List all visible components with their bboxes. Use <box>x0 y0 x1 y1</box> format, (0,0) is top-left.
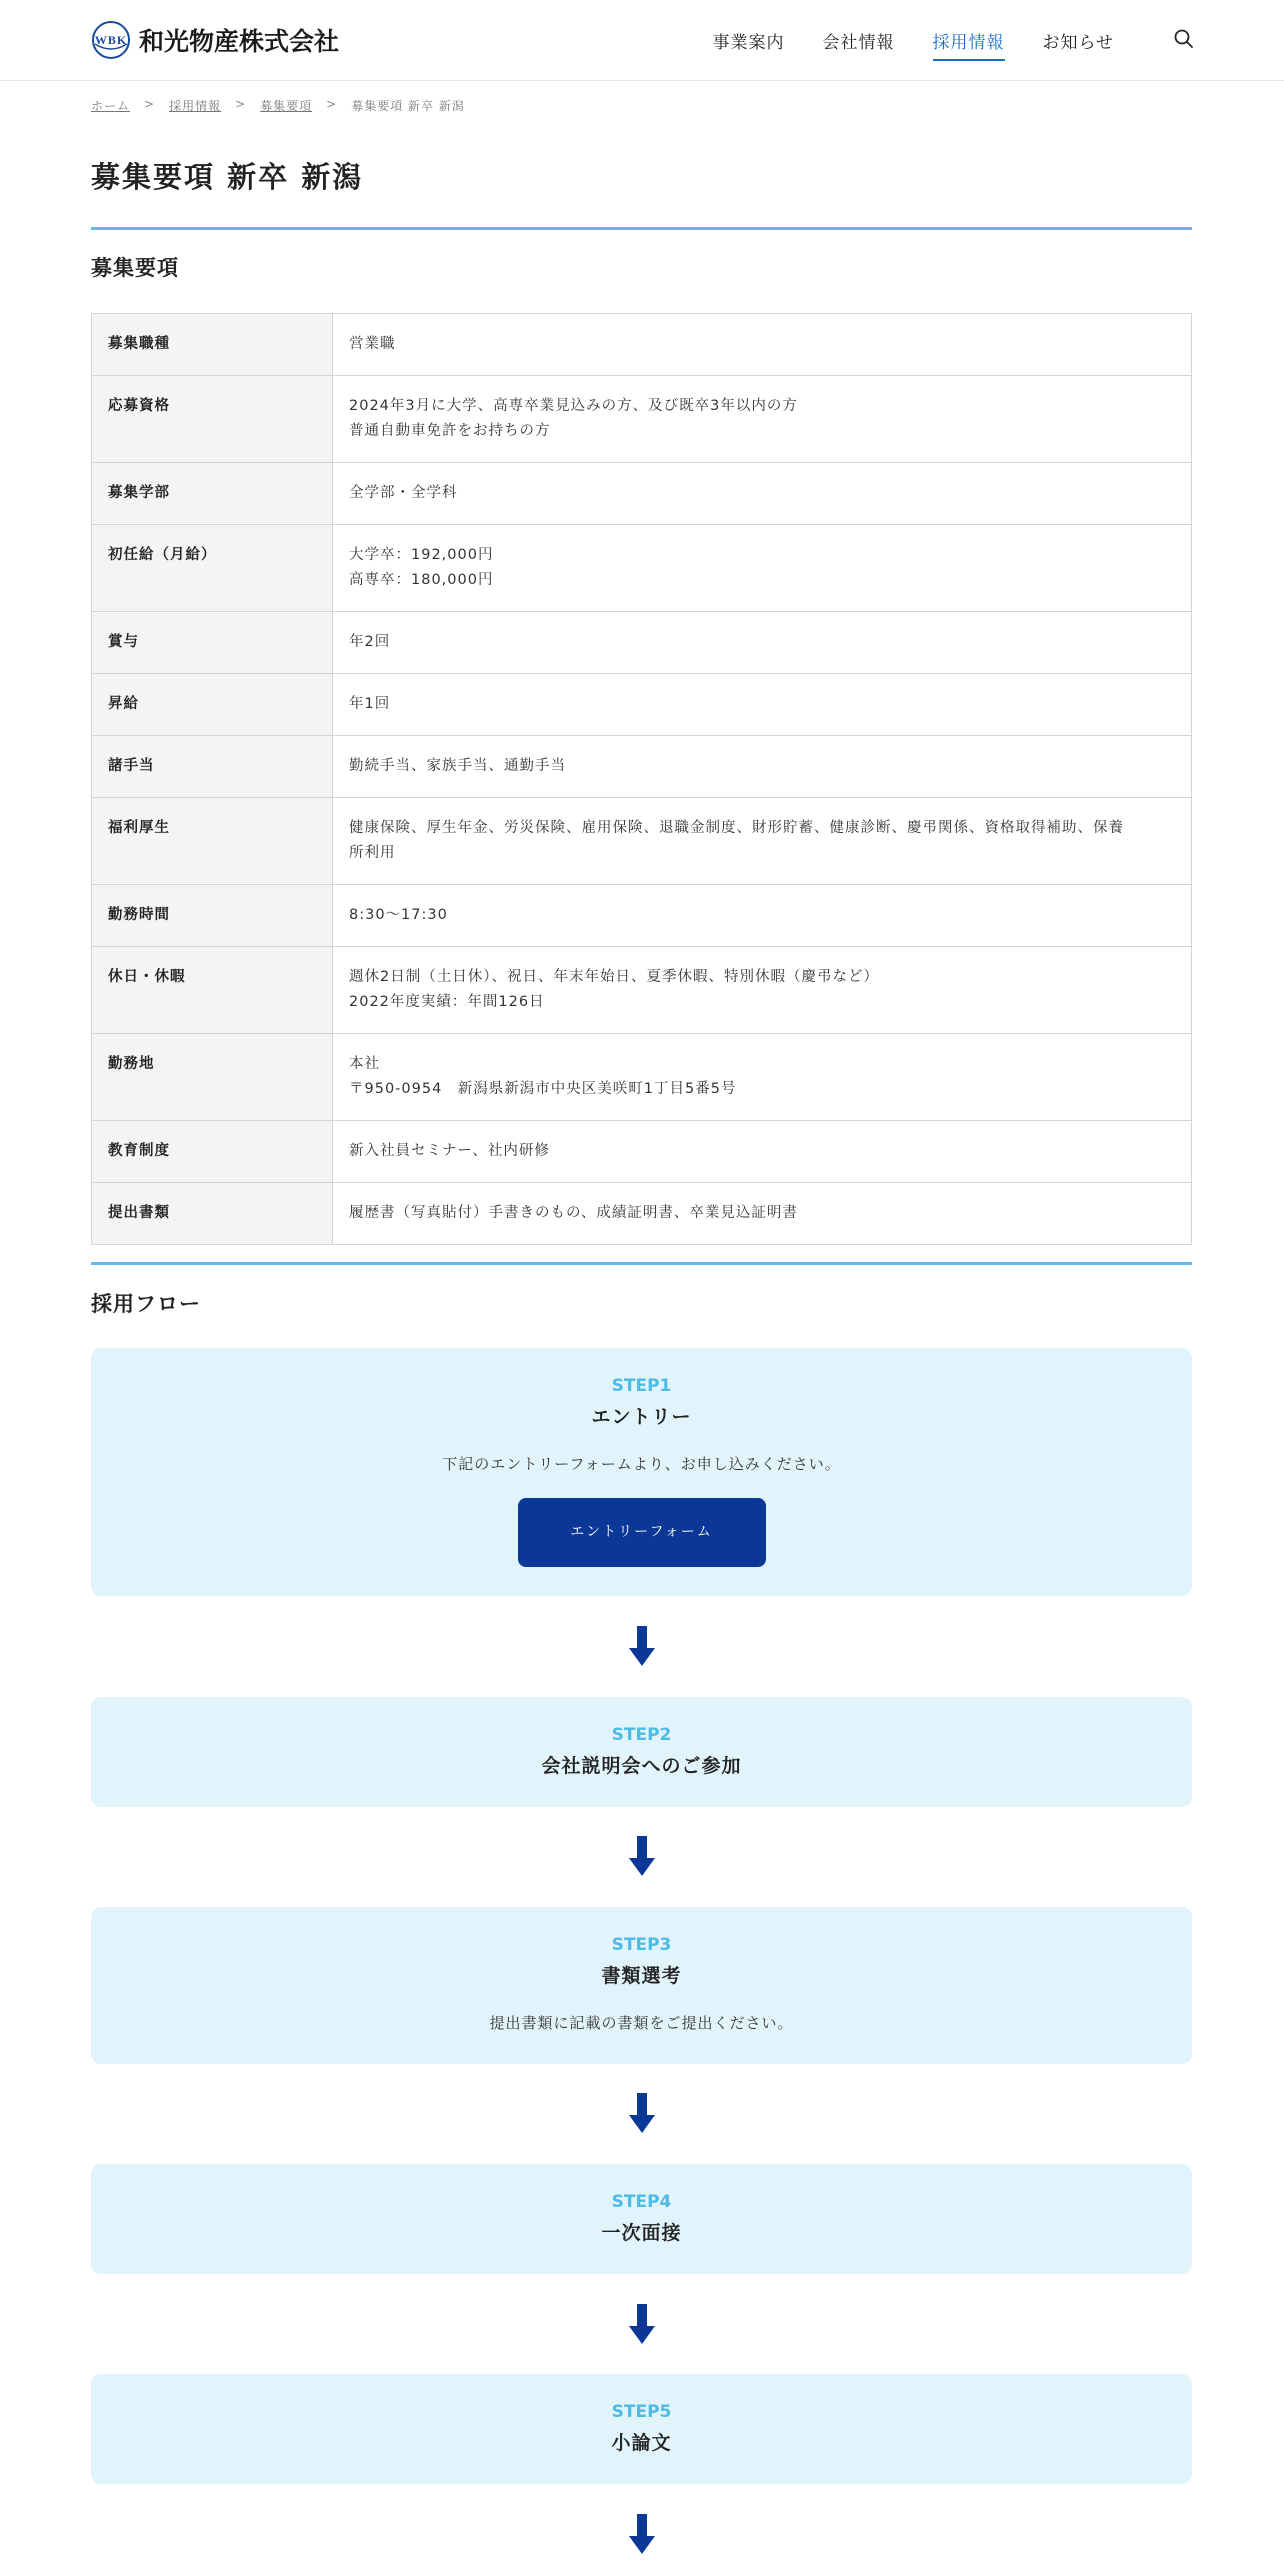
step-card-1 <box>91 1348 1192 1596</box>
step-label: STEP1 <box>611 1376 672 1396</box>
table-row <box>92 463 1192 525</box>
entry-form-button[interactable]: エントリーフォーム <box>518 1498 766 1567</box>
row-value-line: 年1回 <box>349 696 391 712</box>
site-header <box>0 0 1284 81</box>
row-value-line: 全学部・全学科 <box>349 485 458 501</box>
table-row <box>92 612 1192 674</box>
step-title: 会社説明会へのご参加 <box>541 1755 742 1777</box>
row-value-line: 〒950-0954 新潟県新潟市中央区美咲町1丁目5番5号 <box>349 1081 737 1097</box>
row-value-line: 2024年3月に大学、高専卒業見込みの方、及び既卒3年以内の方 <box>349 398 798 414</box>
row-label: 募集職種 <box>92 314 333 376</box>
requirements-table <box>91 313 1192 1245</box>
arrow-down-icon <box>629 2304 655 2344</box>
main-nav <box>675 0 1175 80</box>
table-row <box>92 674 1192 736</box>
step-title: エントリー <box>591 1406 692 1428</box>
arrow-down-icon <box>629 2514 655 2554</box>
row-value <box>333 376 1192 463</box>
row-value <box>333 798 1192 885</box>
table-row <box>92 1183 1192 1245</box>
table-row <box>92 947 1192 1034</box>
row-label: 諸手当 <box>92 736 333 798</box>
arrow-down-icon <box>629 1836 655 1876</box>
row-value-line: 勤続手当、家族手当、通勤手当 <box>349 758 566 774</box>
table-row <box>92 736 1192 798</box>
row-label: 福利厚生 <box>92 798 333 885</box>
step-label: STEP2 <box>611 1725 672 1745</box>
nav-business[interactable]: 事業案内 <box>712 32 785 53</box>
step-label: STEP4 <box>611 2192 672 2212</box>
step-card-2 <box>91 1697 1192 1807</box>
row-value <box>333 463 1192 525</box>
row-value-line: 所利用 <box>349 845 396 861</box>
row-value-line: 新入社員セミナー、社内研修 <box>349 1143 550 1159</box>
row-label: 初任給（月給） <box>92 525 333 612</box>
row-value-line: 普通自動車免許をお持ちの方 <box>349 423 551 439</box>
table-row <box>92 1034 1192 1121</box>
logo-mark-icon <box>91 20 131 60</box>
row-label: 賞与 <box>92 612 333 674</box>
requirements-heading: 募集要項 <box>91 256 179 280</box>
row-label: 昇給 <box>92 674 333 736</box>
row-value <box>333 885 1192 947</box>
row-value-line: 8:30〜17:30 <box>349 907 448 923</box>
step-card-4 <box>91 2164 1192 2274</box>
row-label: 応募資格 <box>92 376 333 463</box>
step-card-5 <box>91 2374 1192 2484</box>
row-value <box>333 1034 1192 1121</box>
step-title: 書類選考 <box>601 1965 682 1987</box>
section-divider <box>91 1262 1192 1265</box>
row-value-line: 営業職 <box>349 336 396 352</box>
step-title: 小論文 <box>611 2432 672 2454</box>
step-description: 提出書類に記載の書類をご提出ください。 <box>489 2014 794 2032</box>
table-row <box>92 525 1192 612</box>
row-value <box>333 736 1192 798</box>
nav-news[interactable]: お知らせ <box>1042 32 1114 53</box>
row-label: 募集学部 <box>92 463 333 525</box>
row-value <box>333 1183 1192 1245</box>
row-value-line: 本社 <box>349 1056 380 1072</box>
row-value <box>333 314 1192 376</box>
nav-recruit[interactable]: 採用情報 <box>933 22 1005 59</box>
row-label: 提出書類 <box>92 1183 333 1245</box>
nav-company[interactable]: 会社情報 <box>822 32 895 53</box>
breadcrumb <box>91 97 465 114</box>
table-row <box>92 798 1192 885</box>
table-row <box>92 376 1192 463</box>
row-value-line: 2022年度実績：年間126日 <box>349 994 545 1010</box>
table-row <box>92 314 1192 376</box>
breadcrumb-separator: > <box>235 97 247 111</box>
search-icon[interactable] <box>1173 28 1195 50</box>
flow-heading: 採用フロー <box>91 1292 201 1316</box>
step-card-3 <box>91 1907 1192 2064</box>
row-value <box>333 612 1192 674</box>
row-label: 休日・休暇 <box>92 947 333 1034</box>
table-row <box>92 885 1192 947</box>
logo[interactable] <box>91 20 339 60</box>
breadcrumb-separator: > <box>326 97 338 111</box>
row-value-line: 大学卒：192,000円 <box>349 547 494 563</box>
row-value-line: 高専卒：180,000円 <box>349 572 494 588</box>
arrow-down-icon <box>629 2093 655 2133</box>
breadcrumb-current: 募集要項 新卒 新潟 <box>351 99 465 113</box>
arrow-down-icon <box>629 1626 655 1666</box>
step-label: STEP3 <box>611 1935 672 1955</box>
row-label: 勤務時間 <box>92 885 333 947</box>
step-description: 下記のエントリーフォームより、お申し込みください。 <box>442 1455 841 1473</box>
row-value-line: 履歴書（写真貼付）手書きのもの、成績証明書、卒業見込証明書 <box>349 1205 798 1221</box>
row-value-line: 健康保険、厚生年金、労災保険、雇用保険、退職金制度、財形貯蓄、健康診断、慶弔関係、資格取得補助、保養 <box>349 820 1124 836</box>
row-label: 勤務地 <box>92 1034 333 1121</box>
breadcrumb-separator: > <box>144 97 156 111</box>
row-value <box>333 525 1192 612</box>
breadcrumb-requirements[interactable]: 募集要項 <box>260 99 313 113</box>
row-value-line: 週休2日制（土日休）、祝日、年末年始日、夏季休暇、特別休暇（慶弔など） <box>349 969 879 985</box>
svg-text:WBK: WBK <box>94 33 128 47</box>
breadcrumb-home[interactable]: ホーム <box>91 99 131 113</box>
step-title: 一次面接 <box>601 2222 682 2244</box>
page-title: 募集要項 新卒 新潟 <box>91 160 364 194</box>
row-value <box>333 674 1192 736</box>
step-label: STEP5 <box>611 2402 672 2422</box>
section-divider <box>91 227 1192 230</box>
table-row <box>92 1121 1192 1183</box>
row-value <box>333 1121 1192 1183</box>
row-value-line: 年2回 <box>349 634 391 650</box>
company-name: 和光物産株式会社 <box>139 27 340 56</box>
row-value <box>333 947 1192 1034</box>
row-label: 教育制度 <box>92 1121 333 1183</box>
breadcrumb-recruit[interactable]: 採用情報 <box>169 99 222 113</box>
